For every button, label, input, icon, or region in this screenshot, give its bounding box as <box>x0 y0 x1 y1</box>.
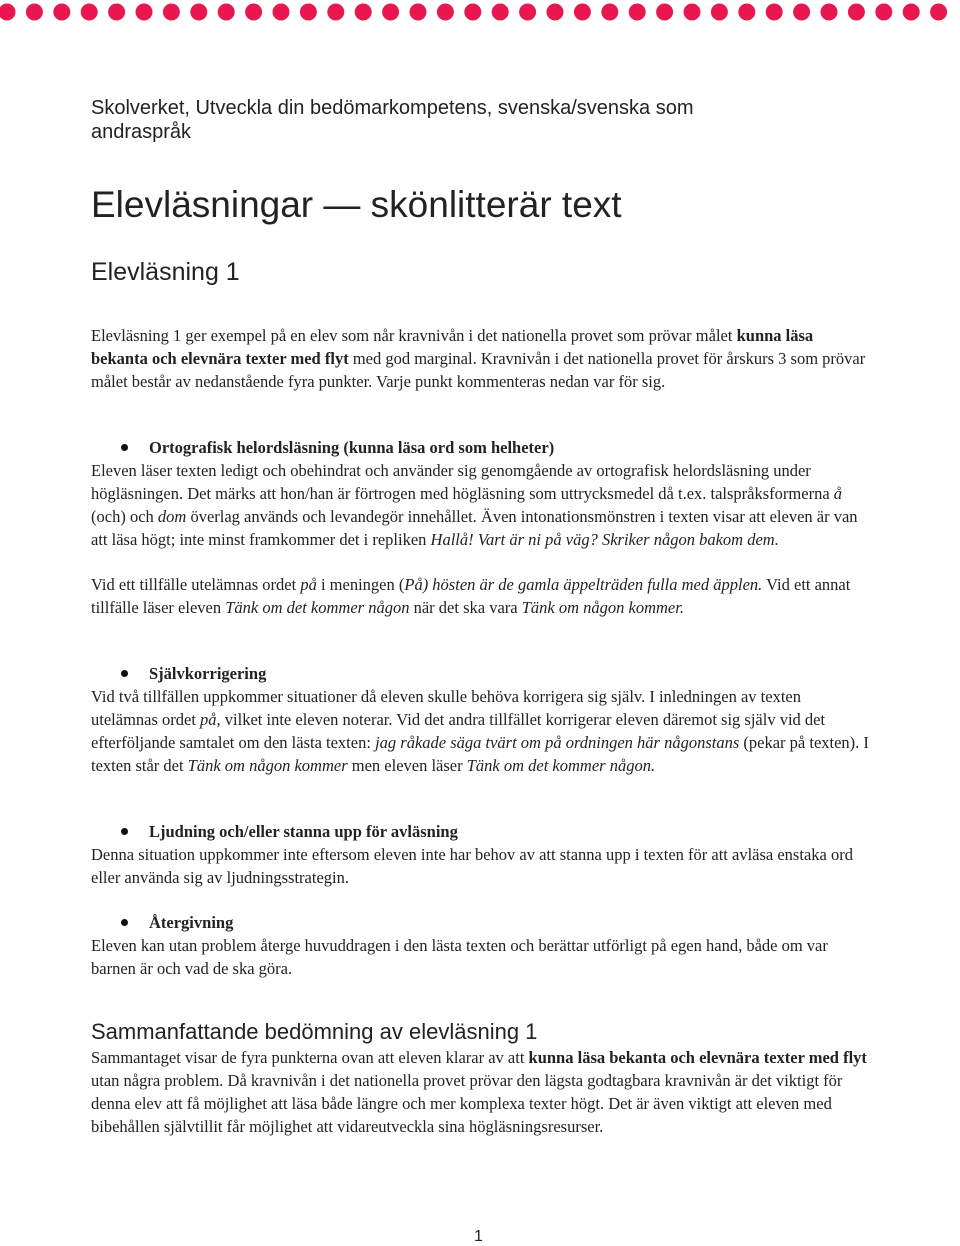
decorative-dot <box>930 4 947 21</box>
decorative-dot <box>273 4 290 21</box>
summary-text: Sammantaget visar de fyra punkterna ovan att eleven klarar av att <box>91 1048 529 1067</box>
body-text: men eleven läser <box>347 756 467 775</box>
decorative-dot <box>903 4 920 21</box>
bullet-icon <box>121 670 128 677</box>
body-text: Vid ett tillfälle utelämnas ordet <box>91 575 301 594</box>
italic-quote: på <box>300 575 317 594</box>
decorative-dot <box>766 4 783 21</box>
point-heading <box>91 662 871 685</box>
point-heading-text: Ljudning och/eller stanna upp för avläsning <box>149 822 458 841</box>
point-ljudning <box>91 820 871 889</box>
decorative-dot <box>848 4 865 21</box>
point-heading <box>91 820 871 843</box>
decorative-dot <box>163 4 180 21</box>
summary-heading: Sammanfattande bedömning av elevläsning 1 <box>91 1019 538 1044</box>
body-text: Vid ett annat tillfälle läser eleven <box>91 575 851 617</box>
body-text: , vilket inte eleven noterar. Vid det andra tillfället korrigerar eleven däremot sig själv vid det efterföljande samtalet om den lästa texten: <box>91 710 826 752</box>
bullet-icon <box>121 919 128 926</box>
italic-quote: jag råkade säga tvärt om på ordningen här någonstans <box>375 733 740 752</box>
summary-bold-goal: kunna läsa bekanta och elevnära texter med flyt <box>528 1048 867 1067</box>
body-text: Vid två tillfällen uppkommer situationer då eleven skulle behöva korrigera sig själv. I inledningen av texten utelämnas ordet <box>91 687 801 729</box>
body-text: (och) och <box>91 507 158 526</box>
point-heading <box>91 436 871 459</box>
decorative-dot <box>684 4 701 21</box>
decorative-dot <box>793 4 810 21</box>
decorative-dot <box>218 4 235 21</box>
bullet-icon <box>121 828 128 835</box>
italic-quote: Tänk om någon kommer. <box>521 598 684 617</box>
decorative-dot-border <box>0 0 960 26</box>
italic-quote: Tänk om någon kommer <box>187 756 348 775</box>
point-heading <box>91 911 871 934</box>
italic-quote: Hallå! Vart är ni på väg? Skriker någon bakom dem. <box>430 530 779 549</box>
decorative-dot <box>492 4 509 21</box>
decorative-dot <box>821 4 838 21</box>
decorative-dot <box>355 4 372 21</box>
decorative-dot <box>245 4 262 21</box>
decorative-dot <box>300 4 317 21</box>
decorative-dot <box>327 4 344 21</box>
point-heading-text: Återgivning <box>149 913 234 932</box>
decorative-dot <box>656 4 673 21</box>
italic-quote: På) hösten är de gamla äppelträden fulla med äpplen. <box>404 575 763 594</box>
document-source-line: Skolverket, Utveckla din bedömarkompetens, svenska/svenska som andraspråk <box>91 97 694 143</box>
summary-paragraph <box>91 1046 871 1138</box>
point-sjalvkorrigering <box>91 662 871 777</box>
body-text: i meningen ( <box>316 575 405 594</box>
decorative-dot <box>0 4 16 21</box>
page-number: 1 <box>474 1228 483 1245</box>
point-atergivning <box>91 911 871 980</box>
decorative-dot <box>410 4 427 21</box>
point-heading-text: Ortografisk helordsläsning (kunna läsa ord som helheter) <box>149 438 555 457</box>
intro-bold-goal: kunna läsa bekanta och elevnära texter med flyt <box>91 326 814 368</box>
decorative-dot <box>601 4 618 21</box>
decorative-dot <box>629 4 646 21</box>
italic-quote: på <box>200 710 217 729</box>
italic-quote: dom <box>157 507 187 526</box>
decorative-dot <box>437 4 454 21</box>
body-text: överlag används och levandegör innehållet. Även intonationsmönstren i texten visar att eleven är van att läsa högt; inte minst framkommer det i repliken <box>91 507 858 549</box>
decorative-dot <box>738 4 755 21</box>
point-ortografisk <box>91 436 871 619</box>
decorative-dot <box>108 4 125 21</box>
decorative-dot <box>519 4 536 21</box>
point-body: Eleven kan utan problem återge huvuddragen i den lästa texten och berättar utförligt på egen hand, både om var barnen är och vad de ska göra. <box>91 936 828 978</box>
decorative-dot <box>190 4 207 21</box>
bullet-icon <box>121 444 128 451</box>
body-text: Eleven läser texten ledigt och obehindrat och använder sig genomgående av ortografisk helordsläsning under högläsningen. Det märks att hon/han är förtrogen med högläsning som uttrycksmedel då t.ex. talspråksformerna <box>91 461 834 503</box>
point-body <box>91 459 871 551</box>
dot-row-graphic <box>0 0 960 26</box>
decorative-dot <box>26 4 43 21</box>
decorative-dot <box>574 4 591 21</box>
italic-quote: å <box>833 484 843 503</box>
point-heading-text: Självkorrigering <box>149 664 267 683</box>
decorative-dot <box>711 4 728 21</box>
intro-text: Elevläsning 1 ger exempel på en elev som når kravnivån i det nationella provet som prövar målet <box>91 326 737 345</box>
section-heading: Elevläsning 1 <box>91 258 240 286</box>
point-body: Denna situation uppkommer inte eftersom eleven inte har behov av att stanna upp i texten för att avläsa enstaka ord eller använda sig av ljudningsstrategin. <box>91 845 853 887</box>
italic-quote: Tänk om det kommer någon. <box>466 756 656 775</box>
intro-text-end: med god marginal. Kravnivån i det nationella provet för årskurs 3 som prövar målet består av nedanstående fyra punkter. Varje punkt kommenteras nedan var för sig. <box>91 349 866 391</box>
decorative-dot <box>53 4 70 21</box>
page-title: Elevläsningar — skönlitterär text <box>91 184 622 225</box>
decorative-dot <box>464 4 481 21</box>
summary-text-end: utan några problem. Då kravnivån i det nationella provet prövar den lägsta godtagbara kravnivån är det viktigt för denna elev att få möjlighet att läsa både längre och mer komplexa texter högt. Det är även viktigt att eleven med bibehållen självtillit får möjlighet att vidareutveckla sina högläsningsresurser. <box>91 1071 843 1136</box>
italic-quote: Tänk om det kommer någon <box>225 598 410 617</box>
decorative-dot <box>136 4 153 21</box>
decorative-dot <box>382 4 399 21</box>
point-body <box>91 685 871 777</box>
decorative-dot <box>875 4 892 21</box>
body-text: när det ska vara <box>409 598 522 617</box>
decorative-dot <box>547 4 564 21</box>
intro-paragraph <box>91 324 871 393</box>
point-body-second <box>91 573 871 619</box>
decorative-dot <box>81 4 98 21</box>
body-text: (pekar på texten). I texten står det <box>91 733 869 775</box>
